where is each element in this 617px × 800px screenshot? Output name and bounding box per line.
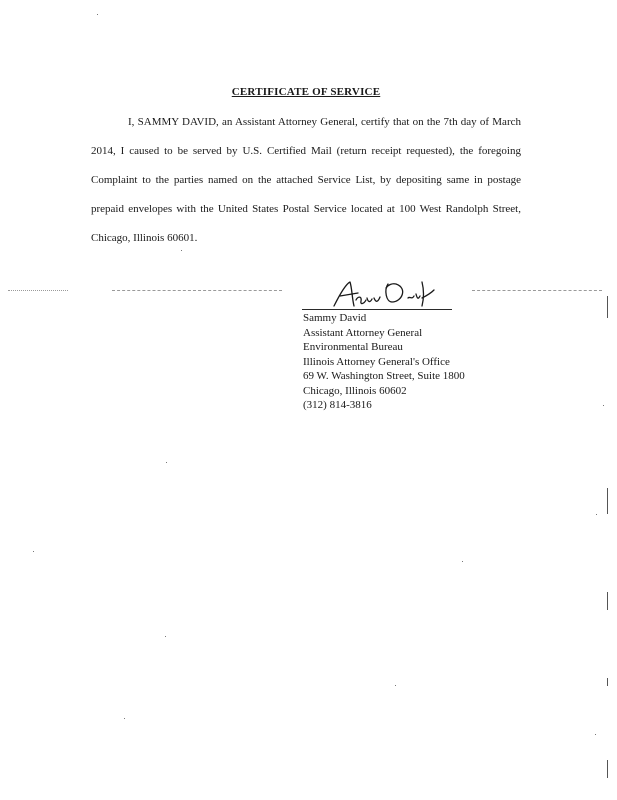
scan-speck bbox=[603, 405, 604, 406]
scan-speck bbox=[33, 551, 34, 552]
scan-artifact-rule bbox=[472, 290, 602, 291]
signer-phone: (312) 814-3816 bbox=[303, 399, 372, 411]
scan-margin-mark bbox=[607, 760, 608, 778]
signer-name: Sammy David bbox=[303, 312, 367, 324]
scan-speck bbox=[124, 718, 125, 719]
scan-margin-mark bbox=[607, 296, 608, 318]
scan-speck bbox=[595, 734, 596, 735]
scan-artifact-rule bbox=[8, 290, 68, 291]
scan-margin-mark bbox=[607, 488, 608, 514]
scan-speck bbox=[166, 462, 167, 463]
signer-bureau: Environmental Bureau bbox=[303, 341, 403, 353]
scan-speck bbox=[462, 561, 463, 562]
scan-speck bbox=[97, 14, 98, 15]
certificate-body-paragraph: I, SAMMY DAVID, an Assistant Attorney General, certify that on the 7th day of March 2014, I caused to be served by U.S. Certified Mail (return receipt requested), the foregoing Complaint to the parties named on the attached Service List, by depositing same in postage prepaid envelopes with the United States Postal Service located at 100 West Randolph Street, Chicago, Illinois 60601. bbox=[91, 116, 521, 244]
scan-speck bbox=[181, 250, 182, 251]
signer-street-address: 69 W. Washington Street, Suite 1800 bbox=[303, 370, 465, 382]
scan-margin-mark bbox=[607, 592, 608, 610]
signer-office: Illinois Attorney General's Office bbox=[303, 355, 450, 368]
scan-speck bbox=[395, 685, 396, 686]
scan-artifact-rule bbox=[112, 290, 282, 291]
handwritten-signature bbox=[330, 276, 440, 312]
scan-speck bbox=[596, 514, 597, 515]
signature-line bbox=[302, 309, 452, 310]
signer-title: Assistant Attorney General bbox=[303, 326, 423, 339]
signature-block bbox=[303, 311, 465, 413]
scan-speck bbox=[165, 636, 166, 637]
scan-margin-mark bbox=[607, 678, 608, 686]
certificate-title: CERTIFICATE OF SERVICE bbox=[231, 86, 381, 98]
signer-city-state-zip: Chicago, Illinois 60602 bbox=[303, 384, 407, 397]
